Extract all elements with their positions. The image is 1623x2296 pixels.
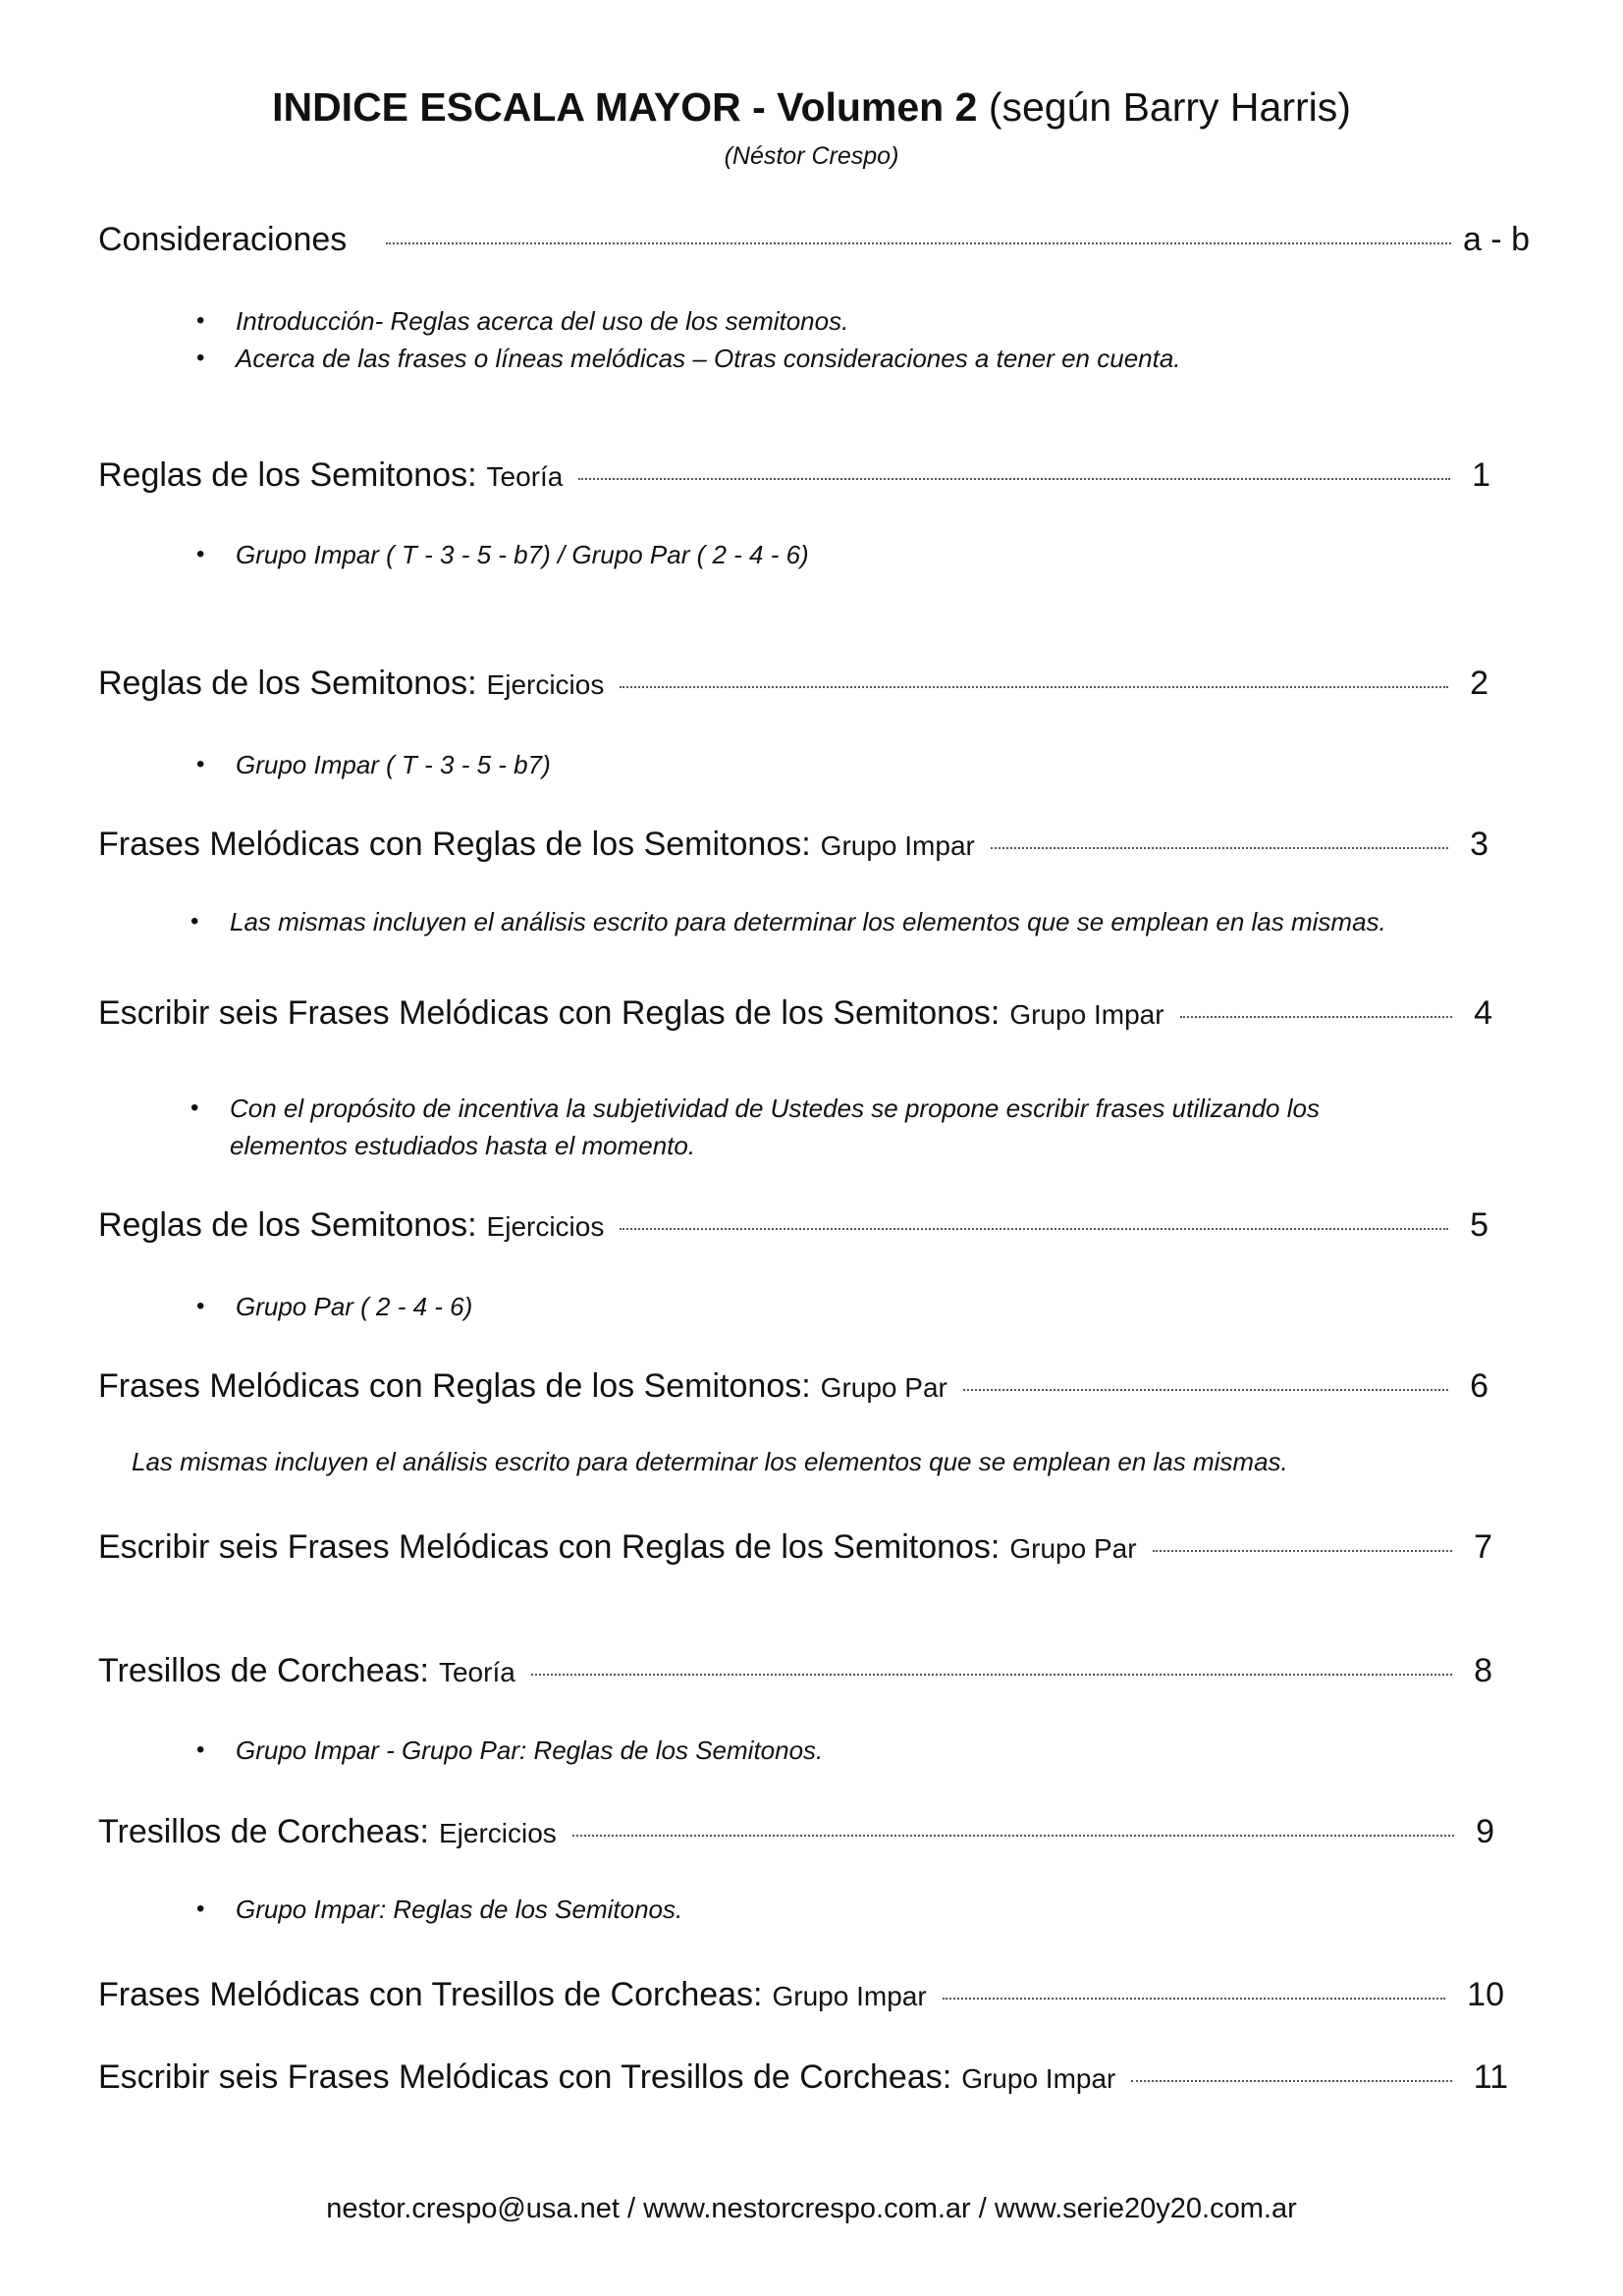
toc-page-number: 8 [1474, 1652, 1492, 1689]
bullet-icon: • [196, 345, 205, 371]
toc-entry-subtitle: Ejercicios [486, 1211, 605, 1242]
toc-entry-subtitle: Ejercicios [438, 1818, 557, 1848]
dot-leader [386, 242, 1451, 244]
toc-entry-subtitle: Grupo Impar [961, 2063, 1116, 2094]
bullet-text: Grupo Impar - Grupo Par: Reglas de los Semitonos. [236, 1735, 824, 1765]
bullet-icon: • [196, 541, 205, 567]
bullet-item [196, 1732, 824, 1769]
toc-entry-title: Escribir seis Frases Melódicas con Tresillos de Corcheas: [98, 2058, 952, 2096]
bullet-item [196, 536, 809, 573]
toc-page-number: 11 [1473, 2058, 1508, 2096]
author: (Néstor Crespo) [724, 142, 899, 170]
toc-entry-subtitle: Grupo Impar [820, 830, 975, 861]
dot-leader [1180, 1016, 1453, 1018]
bullet-icon: • [196, 1736, 205, 1763]
toc-entry-subtitle: Grupo Par [1009, 1533, 1137, 1564]
page-title [0, 82, 1623, 132]
bullet-text: Con el propósito de incentiva la subjetividad de Ustedes se propone escribir frases utilizando los [230, 1094, 1320, 1123]
toc-entry-reglas-teoria [98, 454, 1490, 499]
dot-leader [963, 1389, 1448, 1391]
toc-page-number: 10 [1467, 1976, 1504, 2013]
bullet-icon: • [190, 1095, 199, 1121]
bullet-text: Las mismas incluyen el análisis escrito para determinar los elementos que se emplean en las mismas. [230, 907, 1386, 936]
dot-leader [1153, 1550, 1453, 1552]
bullet-item [196, 302, 849, 340]
toc-entry-subtitle: Grupo Impar [772, 1981, 927, 2011]
toc-entry-subtitle: Ejercicios [486, 669, 605, 700]
toc-entry-tresillos-ejercicios [98, 1810, 1494, 1855]
toc-entry-subtitle: Teoría [438, 1657, 515, 1687]
toc-entry-consideraciones [98, 218, 1530, 261]
toc-page-number: 2 [1470, 665, 1488, 702]
toc-page-number: 6 [1470, 1367, 1488, 1405]
bullet-item [190, 903, 1386, 940]
toc-entry-title: Reglas de los Semitonos: [98, 456, 477, 494]
toc-page-number: a - b [1462, 221, 1530, 258]
bullet-text: Grupo Impar ( T - 3 - 5 - b7) [236, 750, 551, 779]
toc-page-number: 5 [1470, 1206, 1488, 1244]
dot-leader [578, 478, 1450, 480]
toc-entry-escribir-impar [98, 991, 1492, 1037]
bullet-text: Grupo Impar: Reglas de los Semitonos. [236, 1895, 683, 1924]
toc-entry-title: Frases Melódicas con Reglas de los Semitonos: [98, 826, 811, 863]
bullet-icon: • [196, 1293, 205, 1319]
dot-leader [620, 686, 1448, 688]
dot-leader [991, 847, 1448, 849]
bullet-icon: • [196, 307, 205, 334]
bullet-item [196, 1288, 473, 1325]
bullet-text: Grupo Par ( 2 - 4 - 6) [236, 1292, 473, 1321]
dot-leader [572, 1835, 1454, 1837]
toc-entry-title: Tresillos de Corcheas: [98, 1813, 429, 1850]
toc-page-number: 7 [1474, 1528, 1492, 1566]
dot-leader [1131, 2080, 1451, 2082]
toc-page-number: 3 [1470, 826, 1488, 863]
entry-note: Las mismas incluyen el análisis escrito para determinar los elementos que se emplean en las mismas. [132, 1447, 1288, 1476]
toc-entry-title: Reglas de los Semitonos: [98, 665, 477, 702]
toc-entry-title: Reglas de los Semitonos: [98, 1206, 477, 1244]
toc-entry-escribir-tresillos [98, 2056, 1508, 2101]
toc-entry-frases-tresillos [98, 1973, 1504, 2018]
toc-entry-reglas-ejercicios-par [98, 1203, 1488, 1249]
toc-entry-tresillos-teoria [98, 1649, 1492, 1694]
toc-page-number: 9 [1476, 1813, 1494, 1850]
toc-entry-title: Consideraciones [98, 221, 348, 258]
toc-entry-subtitle: Grupo Impar [1009, 999, 1164, 1030]
toc-entry-escribir-par [98, 1525, 1492, 1571]
toc-page-number: 1 [1472, 456, 1490, 494]
toc-page-number: 4 [1474, 994, 1492, 1032]
dot-leader [620, 1228, 1448, 1230]
dot-leader [531, 1674, 1452, 1676]
bullet-icon: • [196, 1896, 205, 1922]
bullet-item [190, 1090, 1320, 1127]
toc-entry-title: Escribir seis Frases Melódicas con Reglas de los Semitonos: [98, 1528, 1001, 1566]
bullet-text: Acerca de las frases o líneas melódicas – Otras consideraciones a tener en cuenta. [236, 344, 1181, 373]
bullet-item [196, 746, 551, 783]
bullet-text: Introducción- Reglas acerca del uso de los semitonos. [236, 306, 849, 336]
toc-entry-frases-par [98, 1364, 1488, 1410]
bullet-text: Grupo Impar ( T - 3 - 5 - b7) / Grupo Par ( 2 - 4 - 6) [236, 540, 809, 569]
toc-entry-subtitle: Teoría [486, 461, 564, 492]
toc-entry-title: Frases Melódicas con Reglas de los Semitonos: [98, 1367, 811, 1405]
toc-entry-title: Frases Melódicas con Tresillos de Corcheas: [98, 1976, 763, 2013]
toc-entry-reglas-ejercicios [98, 662, 1488, 707]
title-main: INDICE ESCALA MAYOR - Volumen 2 [272, 84, 978, 130]
toc-entry-title: Tresillos de Corcheas: [98, 1652, 429, 1689]
toc-entry-subtitle: Grupo Par [820, 1372, 947, 1403]
toc-entry-title: Escribir seis Frases Melódicas con Reglas de los Semitonos: [98, 994, 1001, 1032]
dot-leader [943, 1998, 1446, 2000]
toc-entry-frases-impar [98, 823, 1488, 868]
footer-contact: nestor.crespo@usa.net / www.nestorcrespo.com.ar / www.serie20y20.com.ar [326, 2193, 1297, 2224]
bullet-text: elementos estudiados hasta el momento. [230, 1131, 696, 1160]
bullet-item [196, 1891, 683, 1928]
title-subtitle: (según Barry Harris) [988, 84, 1351, 130]
bullet-icon: • [196, 751, 205, 777]
bullet-icon: • [190, 908, 199, 934]
bullet-item [196, 340, 1181, 377]
bullet-continuation [230, 1127, 695, 1164]
